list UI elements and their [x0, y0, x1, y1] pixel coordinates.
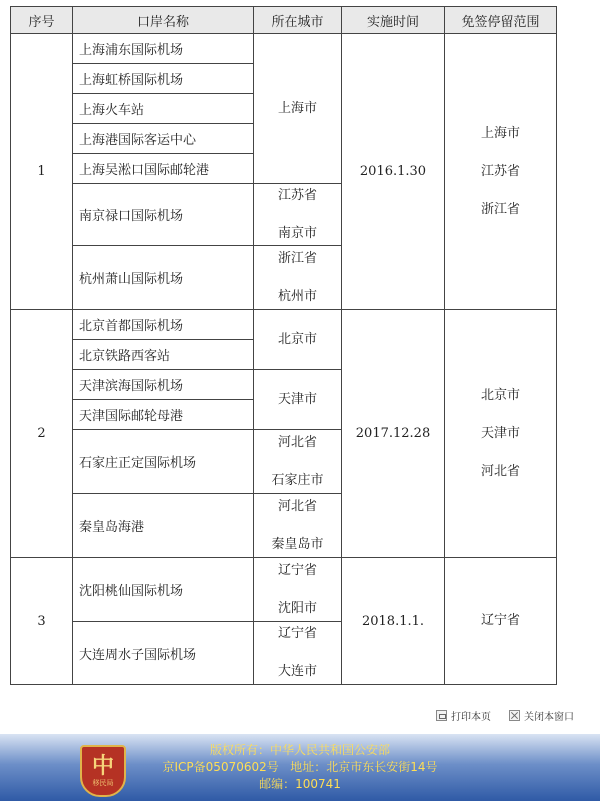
city-name: 石家庄市	[271, 472, 324, 488]
footer-info	[120, 742, 480, 793]
header-city: 所在城市	[254, 7, 342, 34]
scope-region: 天津市	[480, 425, 520, 441]
province-name: 河北省	[277, 498, 317, 514]
emblem-icon: 中	[91, 753, 114, 779]
scope-region: 上海市	[480, 125, 520, 141]
stay-scope	[445, 34, 557, 310]
stay-scope	[445, 310, 557, 558]
city-list	[254, 558, 342, 685]
city-cell	[254, 621, 341, 684]
port-name: 上海浦东国际机场	[79, 43, 184, 58]
header-scope: 免签停留范围	[445, 7, 557, 34]
city-cell	[254, 429, 341, 493]
port-name: 上海虹桥国际机场	[73, 63, 253, 93]
city-name: 北京市	[277, 331, 317, 347]
city-cell	[254, 183, 341, 245]
province-name: 辽宁省	[277, 562, 317, 578]
port-name: 天津国际邮轮母港	[73, 399, 253, 429]
city-cell	[254, 245, 341, 309]
printer-icon	[436, 710, 447, 721]
print-label: 打印本页	[451, 712, 491, 723]
close-label: 关闭本窗口	[524, 712, 574, 723]
icp-address-text: 京ICP备05070602号 地址：北京市东长安街14号	[162, 760, 438, 774]
implementation-date: 2016.1.30	[342, 34, 445, 310]
scope-region: 北京市	[480, 387, 520, 403]
logo-text: 移民局	[92, 778, 114, 787]
scope-region: 辽宁省	[480, 613, 520, 628]
stay-scope	[445, 558, 557, 685]
province-name: 辽宁省	[277, 626, 317, 641]
print-page-button[interactable]	[436, 708, 491, 723]
port-list	[73, 34, 254, 310]
port-name: 石家庄正定国际机场	[73, 429, 253, 493]
header-date: 实施时间	[342, 7, 445, 34]
table-header-row	[11, 7, 557, 34]
port-name: 上海火车站	[73, 93, 253, 123]
city-name: 大连市	[277, 664, 317, 679]
row-seq: 3	[11, 558, 73, 685]
port-name: 北京首都国际机场	[79, 319, 184, 334]
row-seq: 1	[11, 34, 73, 310]
city-name: 天津市	[277, 391, 317, 407]
port-name: 大连周水子国际机场	[73, 621, 253, 684]
city-cell	[254, 310, 341, 369]
implementation-date: 2017.12.28	[342, 310, 445, 558]
province-name: 河北省	[277, 434, 317, 450]
city-list	[254, 310, 342, 558]
port-list	[73, 310, 254, 558]
table-row	[11, 310, 557, 558]
city-list	[254, 34, 342, 310]
port-list	[73, 558, 254, 685]
port-name: 南京禄口国际机场	[73, 183, 253, 245]
header-port-name: 口岸名称	[73, 7, 254, 34]
province-name: 浙江省	[277, 250, 317, 266]
page-actions	[436, 708, 574, 723]
header-seq: 序号	[11, 7, 73, 34]
postcode-text: 邮编：100741	[259, 777, 341, 791]
port-name: 上海吴淞口国际邮轮港	[73, 153, 253, 183]
port-name: 北京铁路西客站	[73, 339, 253, 369]
city-cell	[254, 558, 341, 621]
city-name: 沈阳市	[277, 600, 317, 616]
port-name: 上海港国际客运中心	[73, 123, 253, 153]
implementation-date: 2018.1.1.	[342, 558, 445, 685]
scope-region: 江苏省	[480, 163, 520, 179]
scope-region: 河北省	[480, 463, 520, 479]
row-seq: 2	[11, 310, 73, 558]
scope-region: 浙江省	[480, 201, 520, 217]
port-name: 杭州萧山国际机场	[73, 245, 253, 309]
port-name: 沈阳桃仙国际机场	[79, 584, 184, 599]
table-row	[11, 34, 557, 310]
port-name: 天津滨海国际机场	[73, 369, 253, 399]
table-row	[11, 558, 557, 685]
city-cell	[254, 493, 341, 557]
visa-free-ports-table	[10, 6, 557, 685]
port-name: 秦皇岛海港	[73, 493, 253, 557]
province-name: 江苏省	[277, 187, 317, 203]
city-name: 杭州市	[277, 288, 317, 304]
copyright-text: 版权所有：中华人民共和国公安部	[209, 743, 390, 757]
city-cell	[254, 369, 341, 429]
close-window-button[interactable]	[509, 708, 574, 723]
city-name: 秦皇岛市	[271, 536, 324, 552]
city-cell	[254, 34, 341, 183]
city-name: 南京市	[277, 225, 317, 241]
city-name: 上海市	[277, 100, 317, 116]
close-icon	[509, 710, 520, 721]
